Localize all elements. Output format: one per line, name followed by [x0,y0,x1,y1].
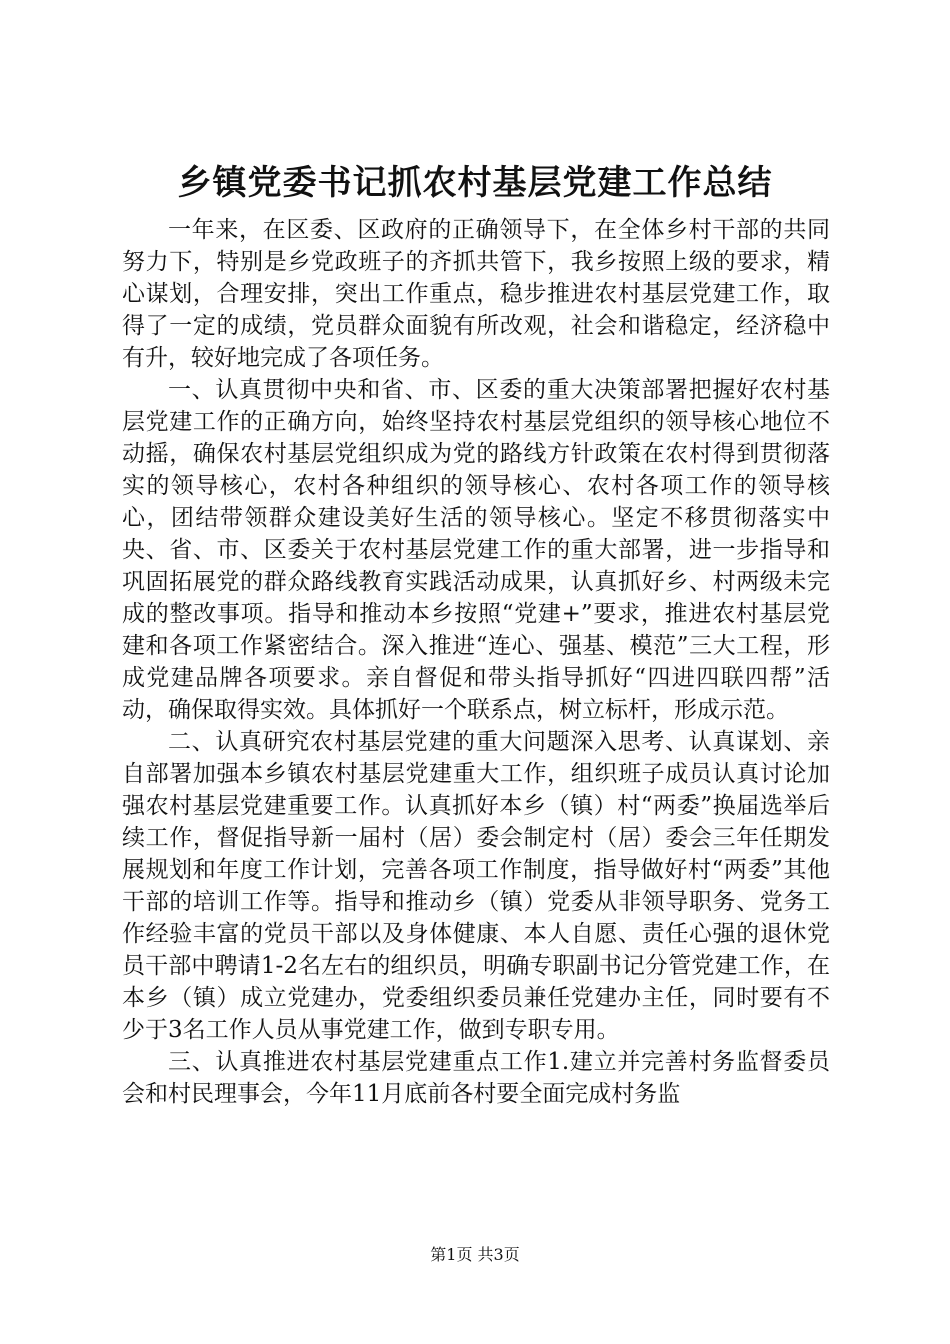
paragraph-section-1: 一、认真贯彻中央和省、市、区委的重大决策部署把握好农村基层党建工作的正确方向，始终坚持农村基层党组织的领导核心地位不动摇，确保农村基层党组织成为党的路线方针政策在农村得到贯彻落实的领导核心，农村各种组织的领导核心、农村各项工作的领导核心，团结带领群众建设美好生活的领导核心。坚定不移贯彻落实中央、省、市、区委关于农村基层党建工作的重大部署，进一步指导和巩固拓展党的群众路线教育实践活动成果，认真抓好乡、村两级未完成的整改事项。指导和推动本乡按照“党建+”要求，推进农村基层党建和各项工作紧密结合。深入推进“连心、强基、模范”三大工程，形成党建品牌各项要求。亲自督促和带头指导抓好“四进四联四帮”活动，确保取得实效。具体抓好一个联系点，树立标杆，形成示范。 [122,377,830,723]
document-title: 乡镇党委书记抓农村基层党建工作总结 [177,163,773,203]
paragraph-section-2: 二、认真研究农村基层党建的重大问题深入思考、认真谋划、亲自部署加强本乡镇农村基层党建重大工作，组织班子成员认真讨论加强农村基层党建重要工作。认真抓好本乡（镇）村“两委”换届选举后续工作，督促指导新一届村（居）委会制定村（居）委会三年任期发展规划和年度工作计划，完善各项工作制度，指导做好村“两委”其他干部的培训工作等。指导和推动乡（镇）党委从非领导职务、党务工作经验丰富的党员干部以及身体健康、本人自愿、责任心强的退休党员干部中聘请1-2名左右的组织员，明确专职副书记分管党建工作，在本乡（镇）成立党建办，党委组织委员兼任党建办主任，同时要有不少于3名工作人员从事党建工作，做到专职专用。 [122,729,830,1043]
paragraph-intro: 一年来，在区委、区政府的正确领导下，在全体乡村干部的共同努力下，特别是乡党政班子的齐抓共管下，我乡按照上级的要求，精心谋划，合理安排，突出工作重点，稳步推进农村基层党建工作，取得了一定的成绩，党员群众面貌有所改观，社会和谐稳定，经济稳中有升，较好地完成了各项任务。 [122,217,830,371]
paragraph-section-3: 三、认真推进农村基层党建重点工作1.建立并完善村务监督委员会和村民理事会，今年11月底前各村要全面完成村务监 [122,1049,830,1107]
document-body [122,214,830,1110]
page-number-footer: 第1页 共3页 [430,1245,520,1264]
